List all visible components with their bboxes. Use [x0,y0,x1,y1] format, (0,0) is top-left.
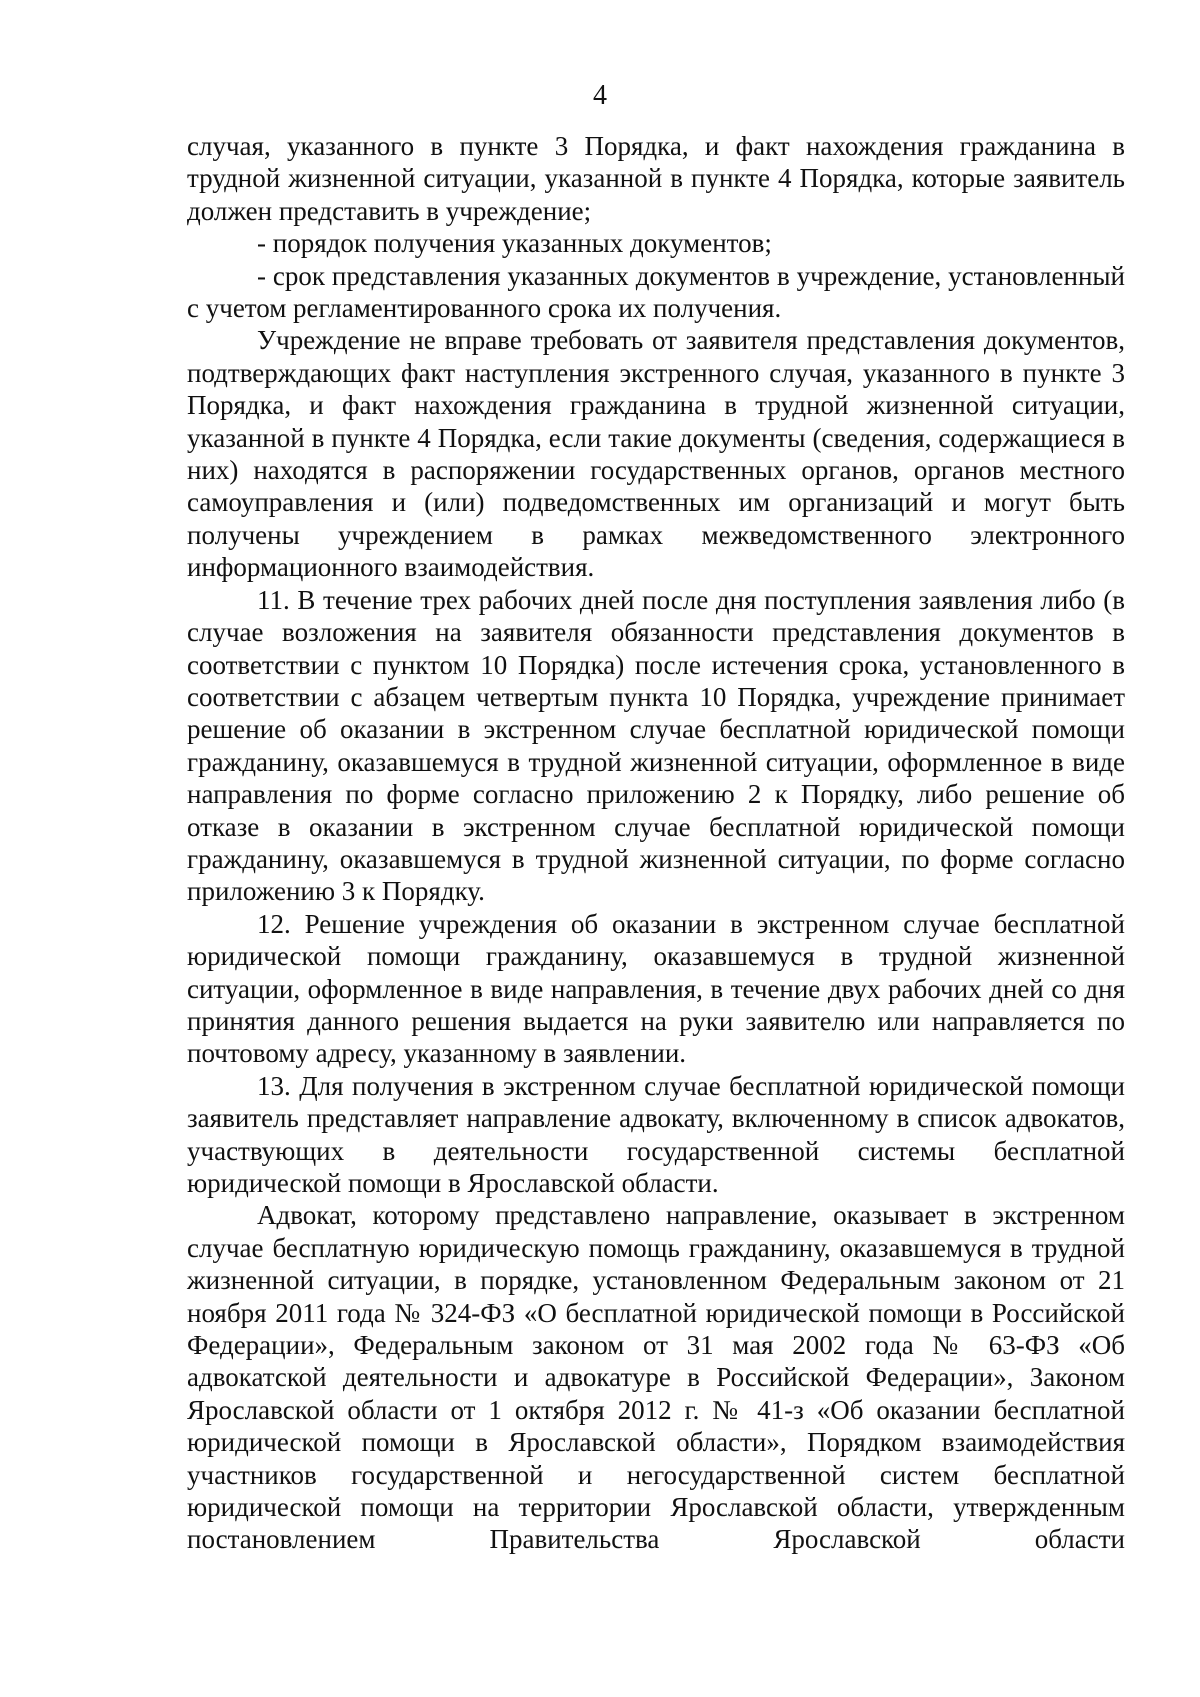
paragraph-clause-12: 12. Решение учреждения об оказании в экстренном случае бесплатной юридической помощи гражданину, оказавшемуся в трудной жизненной ситуации, оформленное в виде направления, в течение двух рабочих дней со дня принятия данного решения выдается на руки заявителю или направляется по почтовому адресу, указанному в заявлении. [187,908,1125,1069]
document-body [187,130,1125,1556]
paragraph-clause-13: 13. Для получения в экстренном случае бесплатной юридической помощи заявитель представляет направление адвокату, включенному в список адвокатов, участвующих в деятельности государственной системы бесплатной юридической помощи в Ярославской области. [187,1070,1125,1198]
paragraph-institution-restriction: Учреждение не вправе требовать от заявителя представления документов, подтверждающих факт наступления экстренного случая, указанного в пункте 3 Порядка, и факт нахождения гражданина в трудной жизненной ситуации, указанной в пункте 4 Порядка, если такие документы (сведения, содержащиеся в них) находятся в распоряжении государственных органов, органов местного самоуправления и (или) подведомственных им организаций и могут быть получены учреждением в рамках межведомственного электронного информационного взаимодействия. [187,325,1125,583]
paragraph-list-item-deadline: - срок представления указанных документов в учреждение, установленный с учетом регламентированного срока их получения. [187,260,1125,324]
paragraph-advocate: Адвокат, которому представлено направление, оказывает в экстренном случае бесплатную юридическую помощь гражданину, оказавшемуся в трудной жизненной ситуации, в порядке, установленном Федеральным законом от 21 ноября 2011 года № 324-ФЗ «О бесплатной юридической помощи в Российской Федерации», Федеральным законом от 31 мая 2002 года № 63-ФЗ «Об адвокатской деятельности и адвокатуре в Российской Федерации», Законом Ярославской области от 1 октября 2012 г. № 41-з «Об оказании бесплатной юридической помощи в Ярославской области», Порядком взаимодействия участников государственной и негосударственной систем бесплатной юридической помощи на территории Ярославской области, утвержденным постановлением Правительства Ярославской области [187,1200,1125,1555]
page-number: 4 [593,80,607,111]
paragraph-clause-11: 11. В течение трех рабочих дней после дня поступления заявления либо (в случае возложения на заявителя обязанности представления документов в соответствии с пунктом 10 Порядка) после истечения срока, установленного в соответствии с абзацем четвертым пункта 10 Порядка, учреждение принимает решение об оказании в экстренном случае бесплатной юридической помощи гражданину, оказавшемуся в трудной жизненной ситуации, оформленное в виде направления по форме согласно приложению 2 к Порядку, либо решение об отказе в оказании в экстренном случае бесплатной юридической помощи гражданину, оказавшемуся в трудной жизненной ситуации, по форме согласно приложению 3 к Порядку. [187,584,1125,907]
paragraph-list-item-procedure: - порядок получения указанных документов; [257,228,772,259]
paragraph-continuation: случая, указанного в пункте 3 Порядка, и факт нахождения гражданина в трудной жизненной ситуации, указанной в пункте 4 Порядка, которые заявитель должен представить в учреждение; [187,131,1125,226]
